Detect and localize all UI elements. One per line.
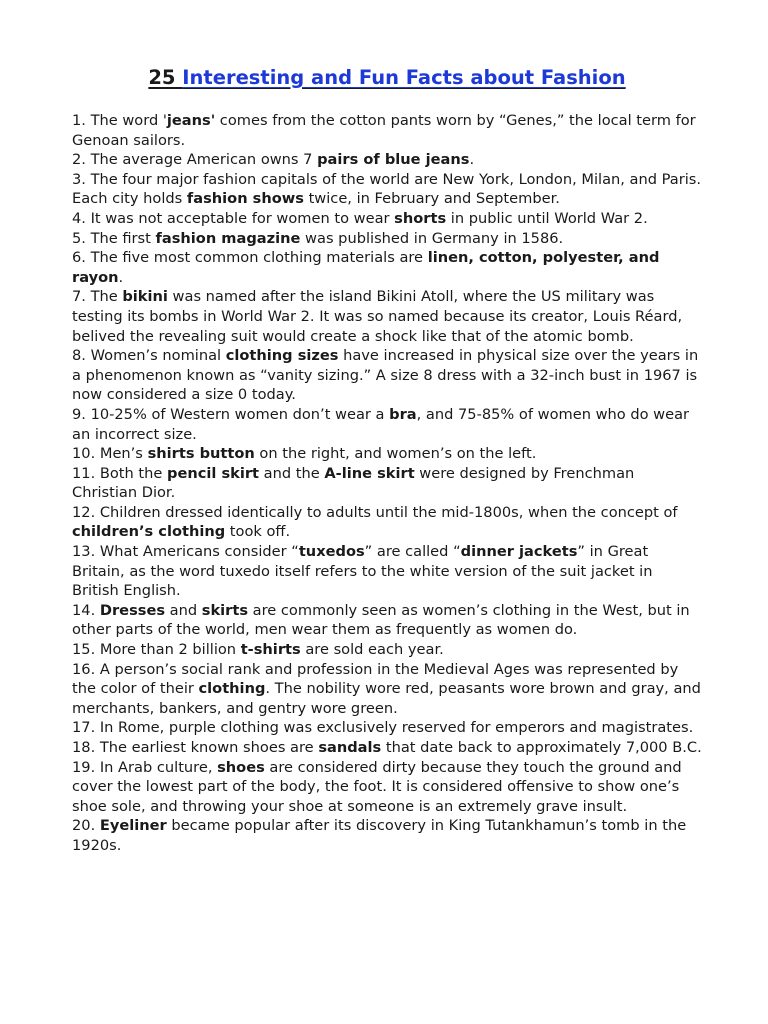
fact-text: 11. Both the [72, 464, 167, 482]
page-title [72, 64, 702, 92]
fact-item [72, 758, 702, 817]
fact-keyword: Dresses [99, 601, 166, 619]
fact-text: 4. It was not acceptable for women to wear [72, 209, 395, 227]
fact-text: 1. The word ' [72, 112, 167, 129]
fact-keyword: A-line skirt [324, 464, 415, 482]
title-link[interactable]: Interesting and Fun Facts about Fashion [182, 66, 626, 89]
fact-keyword: fashion magazine [155, 229, 301, 247]
fact-text: are commonly seen as women’s clothing in the West, but in other parts of the world, men wear them as frequently as women do. [72, 601, 690, 639]
fact-text: took off. [225, 523, 291, 541]
fact-text: are considered dirty because they touch the ground and cover the lowest part of the body, the foot. It is considered offensive to show one’s shoe sole, and throwing your shoe at someone is an extremely grave insult. [72, 758, 682, 815]
fact-text: 12. Children dressed identically to adults until the mid-1800s, when the concept of [72, 503, 678, 521]
fact-text: was named after the island Bikini Atoll, where the US military was testing its bombs in World War 2. It was so named because its creator, Louis Réard, belived the revealing suit would create a shock like that of the atomic bomb. [72, 288, 683, 345]
fact-item [72, 464, 702, 503]
fact-text: 14. [72, 601, 100, 619]
fact-text: was published in Germany in 1586. [300, 229, 564, 247]
fact-keyword: dinner jackets [460, 543, 578, 561]
fact-item [72, 229, 702, 249]
fact-text: twice, in February and September. [303, 190, 560, 208]
fact-text: 8. Women’s nominal [72, 347, 226, 365]
fact-item [72, 503, 702, 542]
fact-keyword: t-shirts [240, 641, 301, 659]
fact-text: that date back to approximately 7,000 B.C. [381, 739, 702, 756]
fact-item [72, 542, 702, 601]
fact-text: 10. Men’s [72, 445, 148, 463]
fact-text: 19. In Arab culture, [72, 758, 218, 776]
fact-text: and [165, 601, 202, 619]
fact-text: 2. The average American owns 7 [72, 151, 318, 169]
fact-item [72, 150, 702, 170]
fact-keyword: linen, cotton, polyester, and rayon [72, 249, 660, 286]
fact-text: were designed by Frenchman Christian Dior. [72, 464, 635, 502]
fact-text: . [469, 151, 475, 169]
fact-keyword: children’s clothing [72, 523, 226, 541]
fact-text: are sold each year. [300, 641, 444, 659]
fact-item [72, 405, 702, 444]
fact-text: 20. [72, 817, 100, 835]
fact-keyword: bikini [122, 288, 168, 306]
fact-item [72, 111, 702, 150]
fact-keyword: tuxedos [298, 543, 365, 561]
fact-item [72, 444, 702, 464]
fact-keyword: pencil skirt [167, 464, 260, 482]
fact-item [72, 601, 702, 640]
fact-text: 17. In Rome, purple clothing was exclusively reserved for emperors and magistrates. [72, 719, 694, 737]
facts-list [72, 111, 702, 856]
fact-keyword: fashion shows [186, 190, 304, 208]
fact-item [72, 640, 702, 660]
fact-text: 13. What Americans consider “ [72, 543, 299, 561]
fact-text: 16. A person’s social rank and profession in the Medieval Ages was represented by the color of their [72, 660, 679, 698]
fact-keyword: shoes [217, 758, 265, 776]
fact-text: 7. The [72, 288, 123, 306]
fact-text: became popular after its discovery in King Tutankhamun’s tomb in the 1920s. [72, 817, 687, 854]
fact-keyword: shorts [394, 209, 447, 227]
fact-text: comes from the cotton pants worn by “Genes,” the local term for Genoan sailors. [72, 112, 696, 149]
fact-item [72, 718, 702, 738]
fact-item [72, 287, 702, 346]
title-number: 25 [148, 66, 176, 89]
fact-text: and the [259, 464, 325, 482]
fact-text: 3. The four major fashion capitals of the world are New York, London, Milan, and Paris. Each city holds [72, 170, 702, 208]
fact-keyword: clothing sizes [225, 347, 339, 365]
fact-text: 5. The first [72, 229, 156, 247]
fact-item [72, 346, 702, 405]
fact-item [72, 248, 702, 287]
fact-item [72, 660, 702, 719]
fact-keyword: jeans' [166, 112, 216, 129]
fact-text: , and 75-85% of women who do wear an incorrect size. [72, 405, 690, 443]
fact-text: 18. The earliest known shoes are [72, 739, 319, 756]
fact-item [72, 170, 702, 209]
fact-text: 6. The five most common clothing materials are [72, 249, 428, 267]
fact-text: ” are called “ [364, 543, 461, 561]
fact-text: 9. 10-25% of Western women don’t wear a [72, 405, 390, 423]
fact-text: in public until World War 2. [446, 209, 648, 227]
fact-keyword: shirts button [147, 445, 255, 463]
fact-keyword: Eyeliner [99, 817, 167, 835]
fact-keyword: sandals [318, 739, 382, 756]
fact-text: 15. More than 2 billion [72, 641, 241, 659]
fact-text: . [118, 268, 124, 286]
fact-item [72, 816, 702, 855]
fact-keyword: clothing [198, 680, 266, 698]
fact-item [72, 738, 702, 758]
fact-keyword: skirts [201, 601, 249, 619]
fact-text: . The nobility wore red, peasants wore brown and gray, and merchants, bankers, and gentry wore green. [72, 680, 701, 717]
fact-text: have increased in physical size over the years in a phenomenon known as “vanity sizing.” A size 8 dress with a 32-inch bust in 1967 is now considered a size 0 today. [72, 347, 699, 404]
fact-text: on the right, and women’s on the left. [254, 445, 537, 463]
fact-keyword: pairs of blue jeans [317, 151, 470, 169]
fact-keyword: bra [389, 405, 417, 423]
fact-item [72, 209, 702, 229]
fact-text: ” in Great Britain, as the word tuxedo itself refers to the white version of the suit jacket in British English. [72, 543, 653, 600]
